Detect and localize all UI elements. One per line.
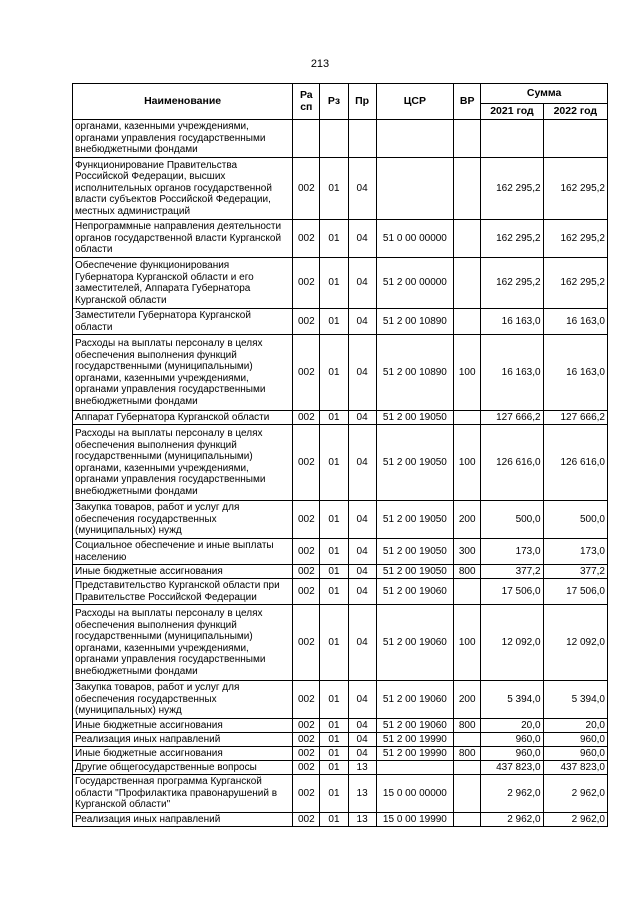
page-number: 213 (310, 58, 330, 70)
cell-name: Расходы на выплаты персоналу в целях обеспечения выполнения функций государственными (муниципальными) органами, казенными учреждениями, органами управления государственными внебюджетными фондами (73, 425, 293, 501)
cell-vr: 800 (454, 747, 481, 761)
cell-csr: 51 2 00 19050 (376, 425, 453, 501)
cell-rz: 01 (320, 733, 348, 747)
cell-csr: 51 2 00 10890 (376, 335, 453, 411)
cell-pr: 04 (348, 747, 376, 761)
cell-pr: 04 (348, 220, 376, 258)
cell-rasp: 002 (293, 411, 320, 425)
cell-pr: 04 (348, 579, 376, 605)
table-row (73, 681, 608, 719)
cell-y2022: 960,0 (543, 733, 607, 747)
cell-vr (454, 158, 481, 220)
cell-y2022: 126 616,0 (543, 425, 607, 501)
cell-pr: 04 (348, 425, 376, 501)
cell-name: Иные бюджетные ассигнования (73, 747, 293, 761)
cell-csr (376, 120, 453, 158)
cell-rz: 01 (320, 539, 348, 565)
cell-vr (454, 733, 481, 747)
cell-vr (454, 258, 481, 309)
cell-pr (348, 120, 376, 158)
cell-name: Иные бюджетные ассигнования (73, 719, 293, 733)
cell-y2021: 2 962,0 (481, 775, 543, 813)
cell-rasp: 002 (293, 335, 320, 411)
cell-y2022: 16 163,0 (543, 309, 607, 335)
cell-y2022 (543, 120, 607, 158)
cell-rasp: 002 (293, 775, 320, 813)
table-row (73, 733, 608, 747)
cell-name: Аппарат Губернатора Курганской области (73, 411, 293, 425)
cell-y2022: 2 962,0 (543, 813, 607, 827)
cell-rasp: 002 (293, 733, 320, 747)
cell-y2021: 960,0 (481, 733, 543, 747)
cell-name: Иные бюджетные ассигнования (73, 565, 293, 579)
cell-rasp: 002 (293, 425, 320, 501)
table-row (73, 220, 608, 258)
table-row (73, 579, 608, 605)
table-row (73, 605, 608, 681)
cell-vr: 100 (454, 425, 481, 501)
cell-csr: 51 2 00 19050 (376, 539, 453, 565)
cell-y2022: 960,0 (543, 747, 607, 761)
cell-csr: 15 0 00 19990 (376, 813, 453, 827)
cell-pr: 04 (348, 158, 376, 220)
cell-y2021: 2 962,0 (481, 813, 543, 827)
cell-csr (376, 761, 453, 775)
cell-rz: 01 (320, 565, 348, 579)
table-row (73, 411, 608, 425)
cell-y2021: 162 295,2 (481, 258, 543, 309)
cell-pr: 04 (348, 605, 376, 681)
cell-rz: 01 (320, 605, 348, 681)
cell-y2022: 17 506,0 (543, 579, 607, 605)
table-row (73, 539, 608, 565)
cell-vr (454, 120, 481, 158)
table-row (73, 501, 608, 539)
cell-rz: 01 (320, 309, 348, 335)
cell-name: Представительство Курганской области при Правительстве Российской Федерации (73, 579, 293, 605)
cell-csr (376, 158, 453, 220)
table-row (73, 761, 608, 775)
table-row (73, 158, 608, 220)
cell-y2022: 2 962,0 (543, 775, 607, 813)
cell-y2021: 173,0 (481, 539, 543, 565)
cell-y2021: 162 295,2 (481, 220, 543, 258)
cell-pr: 04 (348, 309, 376, 335)
cell-name: Заместители Губернатора Курганской области (73, 309, 293, 335)
cell-pr: 04 (348, 258, 376, 309)
cell-rz: 01 (320, 501, 348, 539)
cell-rasp: 002 (293, 761, 320, 775)
table-row (73, 719, 608, 733)
cell-rasp: 002 (293, 539, 320, 565)
cell-csr: 51 2 00 19050 (376, 565, 453, 579)
cell-csr: 51 2 00 19060 (376, 719, 453, 733)
header-sum: Сумма (481, 84, 608, 104)
cell-rz: 01 (320, 425, 348, 501)
cell-y2022: 162 295,2 (543, 158, 607, 220)
cell-rz: 01 (320, 335, 348, 411)
cell-csr: 15 0 00 00000 (376, 775, 453, 813)
cell-rasp (293, 120, 320, 158)
cell-csr: 51 2 00 19050 (376, 411, 453, 425)
cell-rasp: 002 (293, 813, 320, 827)
cell-pr: 13 (348, 775, 376, 813)
cell-y2022: 437 823,0 (543, 761, 607, 775)
header-year-2021: 2021 год (481, 104, 543, 120)
table-row (73, 335, 608, 411)
cell-y2021: 437 823,0 (481, 761, 543, 775)
cell-pr: 04 (348, 539, 376, 565)
cell-y2021: 16 163,0 (481, 335, 543, 411)
cell-rz: 01 (320, 411, 348, 425)
cell-rz: 01 (320, 761, 348, 775)
cell-y2022: 5 394,0 (543, 681, 607, 719)
cell-pr: 04 (348, 733, 376, 747)
cell-y2021 (481, 120, 543, 158)
cell-name: Реализация иных направлений (73, 733, 293, 747)
cell-vr: 800 (454, 719, 481, 733)
cell-vr (454, 761, 481, 775)
cell-rasp: 002 (293, 309, 320, 335)
cell-name: Другие общегосударственные вопросы (73, 761, 293, 775)
cell-csr: 51 2 00 19990 (376, 733, 453, 747)
cell-rasp: 002 (293, 681, 320, 719)
cell-y2022: 162 295,2 (543, 258, 607, 309)
cell-y2021: 17 506,0 (481, 579, 543, 605)
cell-rz: 01 (320, 747, 348, 761)
cell-pr: 13 (348, 761, 376, 775)
cell-name: Обеспечение функционирования Губернатора Курганской области и его заместителей, Аппарата Губернатора Курганской области (73, 258, 293, 309)
cell-csr: 51 0 00 00000 (376, 220, 453, 258)
cell-y2022: 500,0 (543, 501, 607, 539)
cell-name: Государственная программа Курганской области "Профилактика правонарушений в Курганской области" (73, 775, 293, 813)
cell-vr: 800 (454, 565, 481, 579)
cell-rasp: 002 (293, 719, 320, 733)
cell-csr: 51 2 00 19990 (376, 747, 453, 761)
cell-y2021: 960,0 (481, 747, 543, 761)
cell-vr: 200 (454, 501, 481, 539)
cell-pr: 13 (348, 813, 376, 827)
table-row (73, 565, 608, 579)
cell-name: органами, казенными учреждениями, органами управления государственными внебюджетными фондами (73, 120, 293, 158)
cell-y2022: 377,2 (543, 565, 607, 579)
table-body (73, 120, 608, 827)
cell-name: Функционирование Правительства Российской Федерации, высших исполнительных органов государственной власти субъектов Российской Федерации, местных администраций (73, 158, 293, 220)
cell-csr: 51 2 00 19060 (376, 605, 453, 681)
cell-pr: 04 (348, 719, 376, 733)
cell-y2022: 127 666,2 (543, 411, 607, 425)
cell-name: Закупка товаров, работ и услуг для обеспечения государственных (муниципальных) нужд (73, 501, 293, 539)
cell-rz: 01 (320, 579, 348, 605)
cell-y2021: 12 092,0 (481, 605, 543, 681)
cell-vr: 200 (454, 681, 481, 719)
cell-csr: 51 2 00 10890 (376, 309, 453, 335)
cell-y2021: 5 394,0 (481, 681, 543, 719)
cell-pr: 04 (348, 681, 376, 719)
cell-rasp: 002 (293, 501, 320, 539)
table-row (73, 425, 608, 501)
cell-pr: 04 (348, 565, 376, 579)
cell-y2021: 162 295,2 (481, 158, 543, 220)
header-rasp: Ра сп (293, 84, 320, 120)
cell-rasp: 002 (293, 258, 320, 309)
cell-y2022: 20,0 (543, 719, 607, 733)
header-csr: ЦСР (376, 84, 453, 120)
cell-name: Расходы на выплаты персоналу в целях обеспечения выполнения функций государственными (муниципальными) органами, казенными учреждениями, органами управления государственными внебюджетными фондами (73, 335, 293, 411)
header-vr: ВР (454, 84, 481, 120)
cell-name: Реализация иных направлений (73, 813, 293, 827)
cell-vr: 100 (454, 605, 481, 681)
cell-rz: 01 (320, 220, 348, 258)
header-pr: Пр (348, 84, 376, 120)
cell-y2021: 127 666,2 (481, 411, 543, 425)
budget-table (72, 83, 608, 827)
cell-rasp: 002 (293, 158, 320, 220)
cell-name: Закупка товаров, работ и услуг для обеспечения государственных (муниципальных) нужд (73, 681, 293, 719)
cell-rz: 01 (320, 681, 348, 719)
cell-pr: 04 (348, 335, 376, 411)
table-row (73, 309, 608, 335)
cell-rz: 01 (320, 813, 348, 827)
cell-rasp: 002 (293, 747, 320, 761)
cell-csr: 51 2 00 19060 (376, 579, 453, 605)
cell-y2021: 16 163,0 (481, 309, 543, 335)
cell-y2022: 12 092,0 (543, 605, 607, 681)
header-name: Наименование (73, 84, 293, 120)
cell-csr: 51 2 00 00000 (376, 258, 453, 309)
table-row (73, 813, 608, 827)
header-rz: Рз (320, 84, 348, 120)
table-row (73, 120, 608, 158)
cell-rasp: 002 (293, 579, 320, 605)
cell-rz: 01 (320, 775, 348, 813)
cell-vr (454, 813, 481, 827)
cell-rasp: 002 (293, 220, 320, 258)
cell-vr (454, 579, 481, 605)
cell-pr: 04 (348, 501, 376, 539)
cell-rasp: 002 (293, 605, 320, 681)
cell-vr (454, 220, 481, 258)
cell-csr: 51 2 00 19060 (376, 681, 453, 719)
cell-rasp: 002 (293, 565, 320, 579)
cell-vr: 100 (454, 335, 481, 411)
cell-name: Расходы на выплаты персоналу в целях обеспечения выполнения функций государственными (муниципальными) органами, казенными учреждениями, органами управления государственными внебюджетными фондами (73, 605, 293, 681)
cell-vr: 300 (454, 539, 481, 565)
table-row (73, 747, 608, 761)
cell-name: Социальное обеспечение и иные выплаты населению (73, 539, 293, 565)
cell-y2022: 173,0 (543, 539, 607, 565)
cell-rz: 01 (320, 258, 348, 309)
cell-y2021: 20,0 (481, 719, 543, 733)
cell-rz: 01 (320, 719, 348, 733)
header-year-2022: 2022 год (543, 104, 607, 120)
cell-y2021: 500,0 (481, 501, 543, 539)
cell-y2021: 126 616,0 (481, 425, 543, 501)
cell-name: Непрограммные направления деятельности органов государственной власти Курганской области (73, 220, 293, 258)
cell-pr: 04 (348, 411, 376, 425)
cell-rz (320, 120, 348, 158)
table-row (73, 775, 608, 813)
table-row (73, 258, 608, 309)
cell-vr (454, 411, 481, 425)
cell-y2022: 16 163,0 (543, 335, 607, 411)
cell-vr (454, 775, 481, 813)
cell-csr: 51 2 00 19050 (376, 501, 453, 539)
cell-y2022: 162 295,2 (543, 220, 607, 258)
cell-y2021: 377,2 (481, 565, 543, 579)
cell-vr (454, 309, 481, 335)
cell-rz: 01 (320, 158, 348, 220)
